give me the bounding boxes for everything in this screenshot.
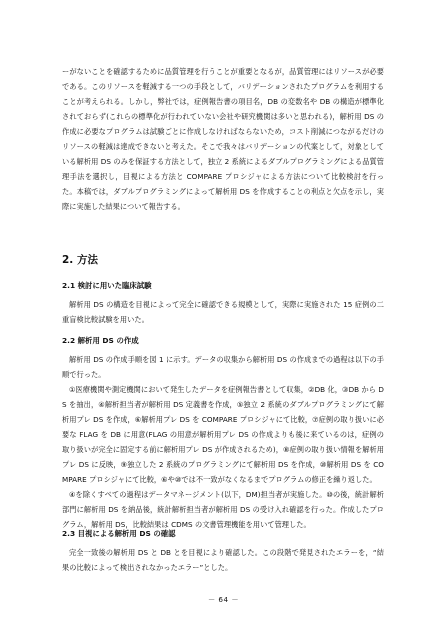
page-number: － 64 － — [207, 595, 240, 604]
section-2-2-title: 2.2 解析用 DS の作成 — [62, 336, 139, 345]
section-2-1-title: 2.1 検討に用いた臨床試験 — [62, 281, 152, 290]
section-2-3-text — [62, 545, 384, 575]
intro-text — [62, 64, 384, 214]
section-2-2-paragraph-3: ④を除くすべての過程はデータマネージメント(以下，DM)担当者が実施した。⑩の後，統計解析部門に解析用 DS を納品後，統計解析担当者が解析用 DS の受け入れ確認を行った。作成したプログラム，解析用 DS，比較結果は CDMS の文書管理機能を用いて管理した。 — [62, 490, 384, 529]
section-2-3-title: 2.3 目視による解析用 DS の確認 — [62, 529, 176, 538]
section-2-1-paragraph: 解析用 DS の構造を目視によって完全に確認できる規模として，実際に実施された 15 症例の二重盲検比較試験を用いた。 — [62, 300, 384, 324]
section-2-3-paragraph: 完全一致後の解析用 DS と DB とを目視により確認した。この段階で発見されたエラーを，“結果の比較によって検出されなかったエラー”とした。 — [62, 548, 384, 572]
section-2-2-paragraph-2: ①医療機関や測定機関において発生したデータを症例報告書として収集，②DB 化，③DB から DS を抽出，④解析担当者が解析用 DS 定義書を作成，⑤独立 2 系統のダブルプログラミングにて解析用プレ DS を作成，⑥解析用プレ DS を COMPARE プロシジャにて比較，⑦症例の取り扱いに必要な FLAG を DB に用意(FLAG の用意が解析用プレ DS の作成よりも後に来ているのは，症例の取り扱いが完全に固定する前に解析用プレ DS が作成されるため)，⑧症例の取り扱い情報を解析用プレ DS に反映，⑨独立した 2 系統のプログラミングにて解析用 DS を作成，⑩解析用 DS を COMPARE プロシジャにて比較，⑥や⑩では不一致がなくなるまでプログラムの修正を繰り返した。 — [62, 385, 384, 484]
section-2-2-text — [62, 352, 384, 532]
intro-paragraph: ーがないことを確認するために品質管理を行うことが重要となるが，品質管理にはリソースが必要である。このリソースを軽減する一つの手段として，バリデーションされたプログラムを利用することが考えられる。しかし，弊社では，症例報告書の項目名，DB の変数名や DB の構造が標準化されておらず(これらの標準化が行われていない会社や研究機関は多いと思われる)，解析用 DS の作成に必要なプログラムは試験ごとに作成しなければならないため，コスト削減につながるだけのリソースの軽減は達成できないと考えた。そこで我々はバリデーションの代案として，対象としている解析用 DS のみを保証する方法として，独立 2 系統によるダブルプログラミングによる品質管理手法を選択し，目視による方法と COMPARE プロシジャによる方法について比較検討を行った。本稿では，ダブルプログラミングによって解析用 DS を作成することの利点と欠点を示し，実際に実施した結果について報告する。 — [62, 67, 384, 211]
section-2-2-paragraph-1: 解析用 DS の作成手順を図 1 に示す。データの収集から解析用 DS の作成までの過程は以下の手順で行った。 — [62, 355, 384, 379]
section-2-title: 2. 方法 — [62, 254, 98, 266]
section-2-1-text — [62, 297, 384, 327]
